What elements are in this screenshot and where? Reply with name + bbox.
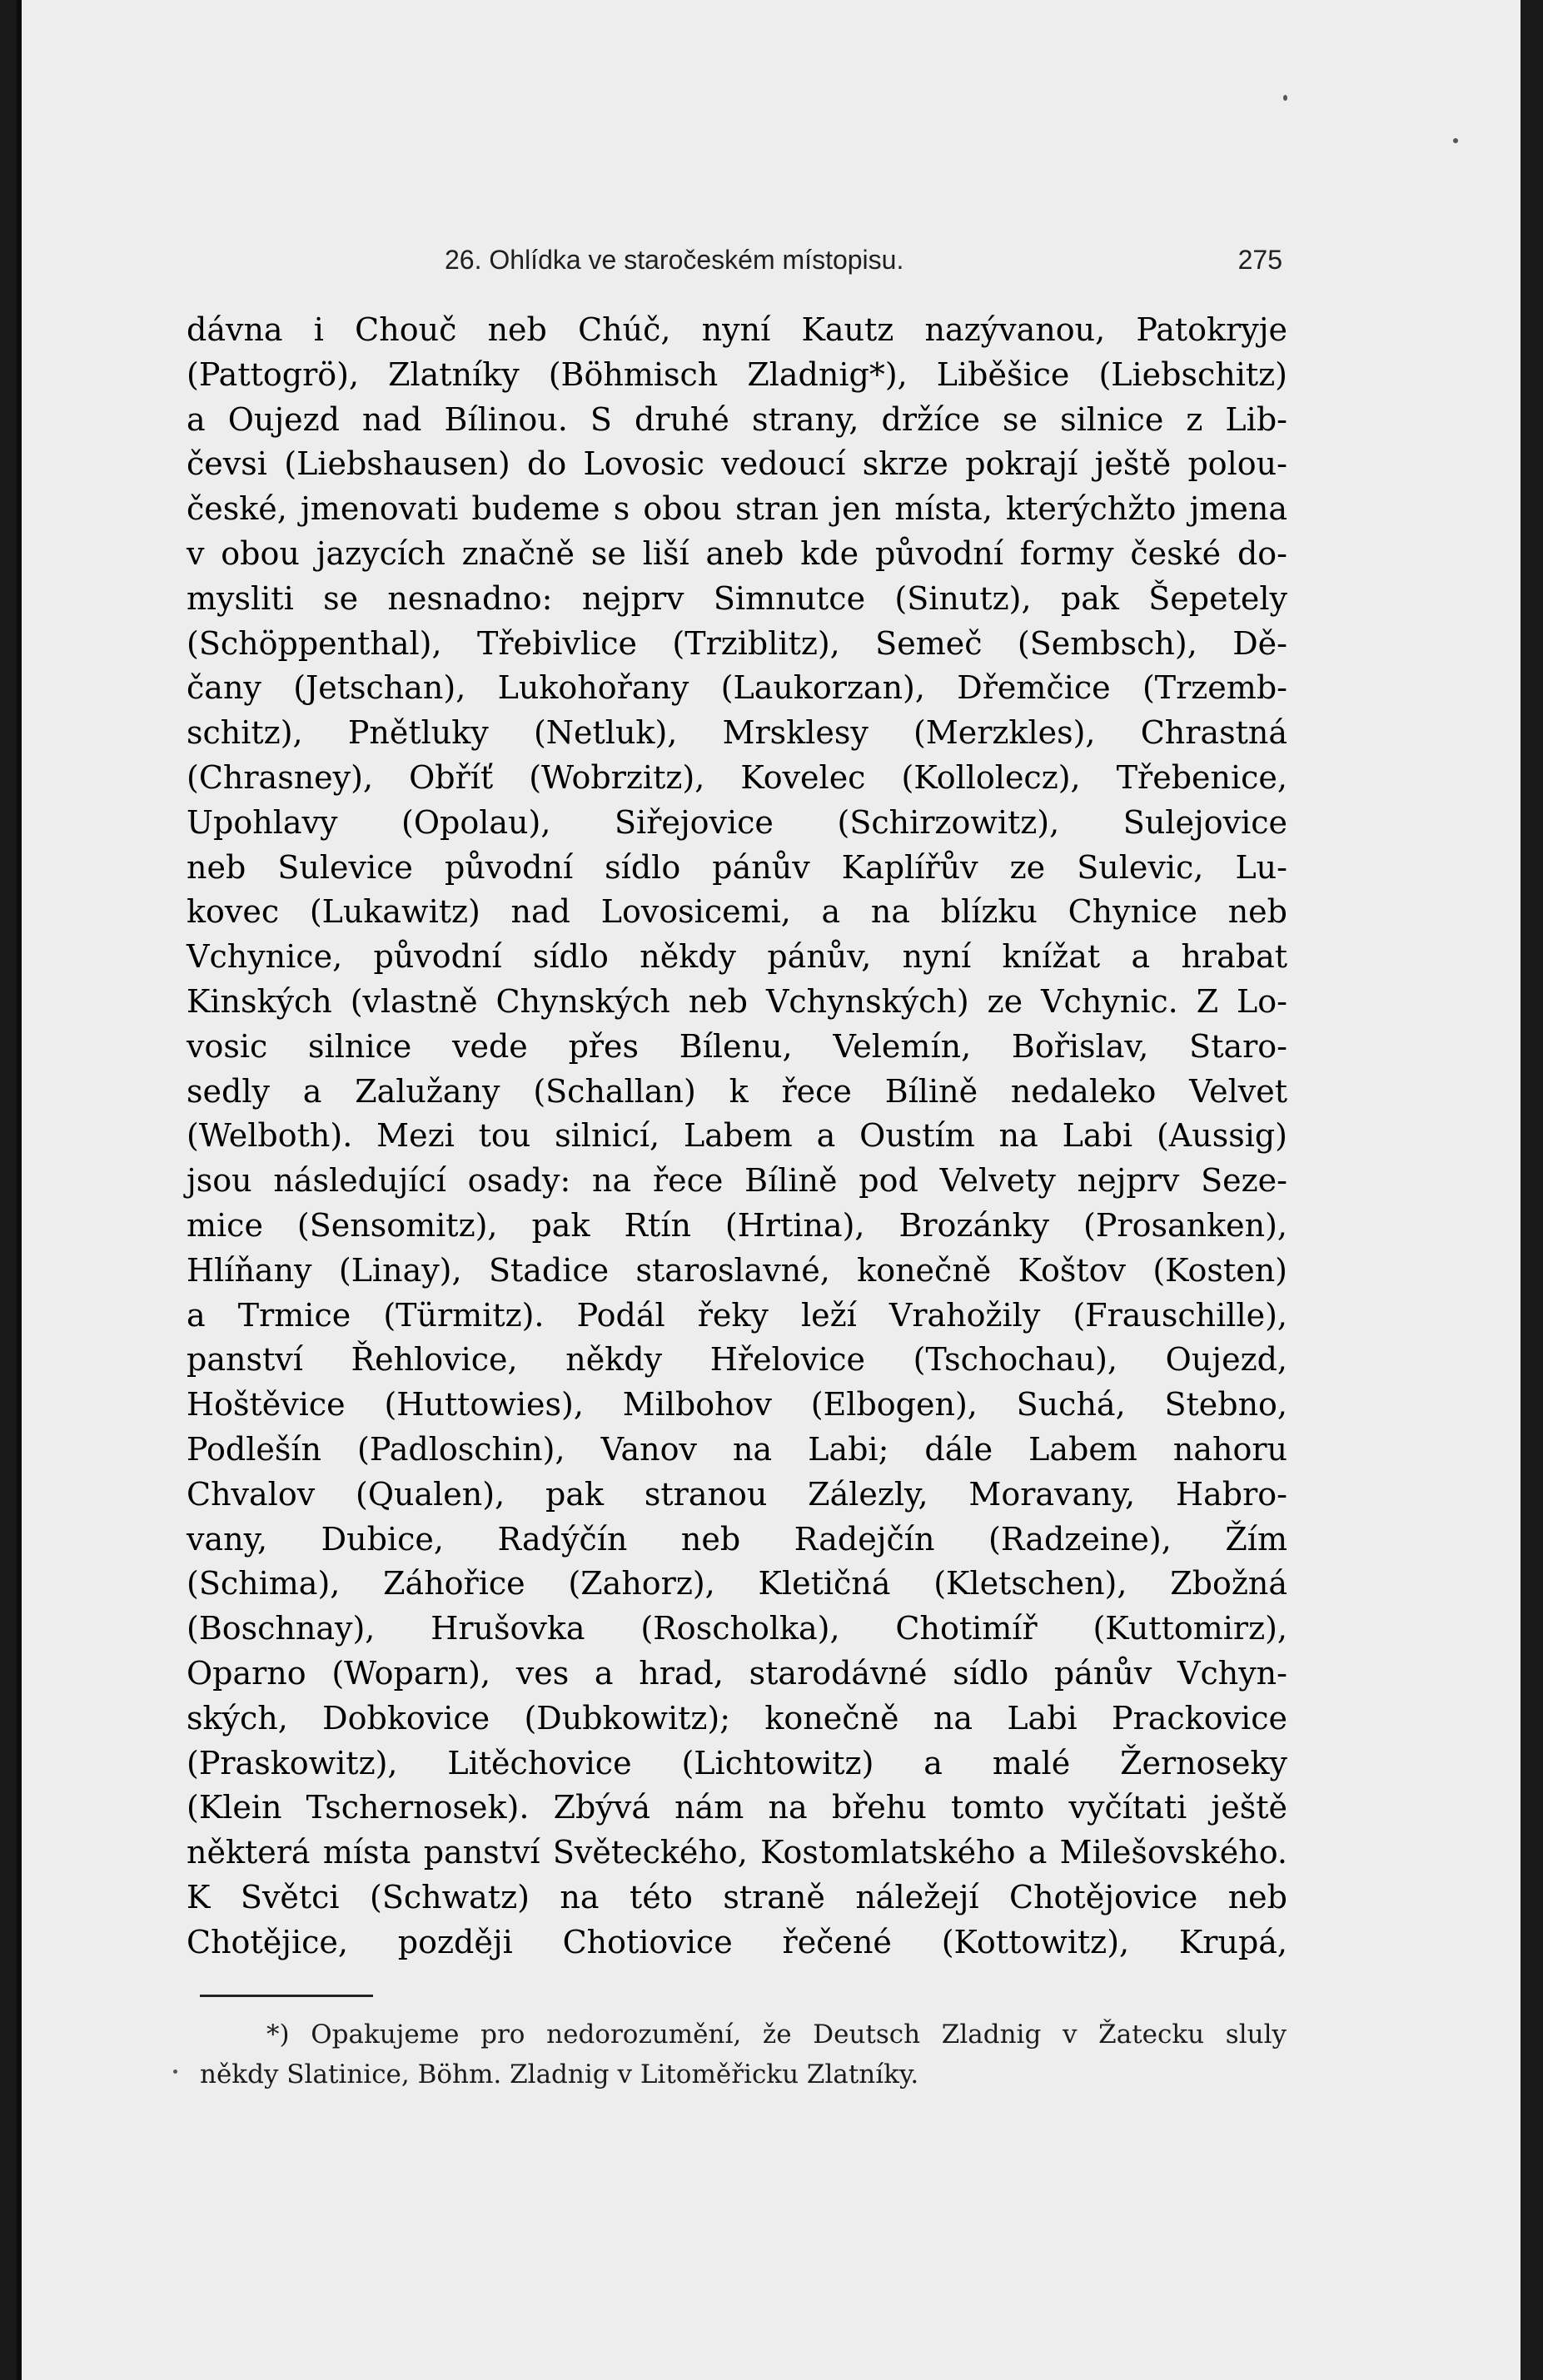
- text-line: mice (Sensomitz), pak Rtín (Hrtina), Brozánky (Prosanken),: [187, 1206, 1287, 1244]
- text-line: jsou následující osady: na řece Bílině pod Velvety nejprv Seze-: [187, 1162, 1287, 1200]
- scan-speck: [1283, 95, 1287, 101]
- text-line: Chvalov (Qualen), pak stranou Zálezly, Moravany, Habro-: [187, 1475, 1287, 1513]
- text-line: neb Sulevice původní sídlo pánův Kaplířův ze Sulevic, Lu-: [187, 848, 1287, 886]
- body-text: [187, 308, 1287, 1965]
- text-line: (Klein Tschernosek). Zbývá nám na břehu tomto vyčítati ještě: [187, 1789, 1287, 1826]
- text-line: ských, Dobkovice (Dubkowitz); konečně na Labi Prackovice: [187, 1699, 1287, 1737]
- text-line: vosic silnice vede přes Bílenu, Velemín, Bořislav, Staro-: [187, 1027, 1287, 1065]
- text-line: (Praskowitz), Litěchovice (Lichtowitz) a malé Žernoseky: [187, 1744, 1287, 1781]
- text-line: (Boschnay), Hrušovka (Roscholka), Chotimíř (Kuttomirz),: [187, 1610, 1287, 1647]
- text-line: čany (Jetschan), Lukohořany (Laukorzan), Dřemčice (Trzemb-: [187, 669, 1287, 707]
- text-line: Upohlavy (Opolau), Siřejovice (Schirzowitz), Sulejovice: [187, 803, 1287, 841]
- text-line: a Oujezd nad Bílinou. S druhé strany, držíce se silnice z Lib-: [187, 400, 1287, 438]
- footnote-line: někdy Slatinice, Böhm. Zladnig v Litoměřicku Zlatníky.: [200, 2060, 919, 2089]
- text-line: sedly a Zalužany (Schallan) k řece Bílině nedaleko Velvet: [187, 1072, 1287, 1110]
- footnote-line: *) Opakujeme pro nedorozumění, že Deutsch Zladnig v Žatecku sluly: [266, 2020, 1287, 2050]
- page-number: 275: [1237, 245, 1282, 275]
- text-line: panství Řehlovice, někdy Hřelovice (Tschochau), Oujezd,: [187, 1341, 1287, 1379]
- text-line: (Welboth). Mezi tou silnicí, Labem a Oustím na Labi (Aussig): [187, 1117, 1287, 1155]
- text-line: Chotějice, později Chotiovice řečené (Kottowitz), Krupá,: [187, 1923, 1287, 1960]
- text-line: K Světci (Schwatz) na této straně náležejí Chotějovice neb: [187, 1878, 1287, 1915]
- text-line: (Chrasney), Obříť (Wobrzitz), Kovelec (Kollolecz), Třebenice,: [187, 758, 1287, 796]
- text-line: (Schima), Záhořice (Zahorz), Kletičná (Kletschen), Zbožná: [187, 1565, 1287, 1602]
- running-head: [187, 241, 1287, 283]
- text-line: Oparno (Woparn), ves a hrad, starodávné sídlo pánův Vchyn-: [187, 1654, 1287, 1692]
- text-line: kovec (Lukawitz) nad Lovosicemi, a na blízku Chynice neb: [187, 893, 1287, 931]
- text-line: (Schöppenthal), Třebivlice (Trziblitz), Semeč (Sembsch), Dě-: [187, 624, 1287, 662]
- text-line: schitz), Pnětluky (Netluk), Mrsklesy (Merzkles), Chrastná: [187, 714, 1287, 752]
- text-line: mysliti se nesnadno: nejprv Simnutce (Sinutz), pak Šepetely: [187, 579, 1287, 617]
- text-line: některá místa panství Světeckého, Kostomlatského a Milešovského.: [187, 1834, 1287, 1871]
- text-line: české, jmenovati budeme s obou stran jen místa, kterýchžto jmena: [187, 490, 1287, 528]
- text-line: čevsi (Liebshausen) do Lovosic vedoucí skrze pokrají ještě polou-: [187, 445, 1287, 483]
- text-line: Hoštěvice (Huttowies), Milbohov (Elbogen), Suchá, Stebno,: [187, 1386, 1287, 1424]
- footnote: [200, 2015, 1287, 2094]
- text-line: Vchynice, původní sídlo někdy pánův, nyní knížat a hrabat: [187, 938, 1287, 976]
- scan-speck: [173, 2069, 177, 2074]
- running-head-title: 26. Ohlídka ve staročeském místopisu.: [445, 245, 904, 275]
- text-line: dávna i Chouč neb Chúč, nyní Kautz nazývanou, Patokryje: [187, 311, 1287, 348]
- text-line: a Trmice (Türmitz). Podál řeky leží Vrahožily (Frauschille),: [187, 1296, 1287, 1334]
- text-line: Hlíňany (Linay), Stadice staroslavné, konečně Koštov (Kosten): [187, 1251, 1287, 1289]
- text-line: Kinských (vlastně Chynských neb Vchynských) ze Vchynic. Z Lo-: [187, 982, 1287, 1020]
- text-line: Podlešín (Padloschin), Vanov na Labi; dále Labem nahoru: [187, 1430, 1287, 1468]
- text-line: (Pattogrö), Zlatníky (Böhmisch Zladnig*), Liběšice (Liebschitz): [187, 355, 1287, 393]
- scan-speck: [1453, 138, 1458, 143]
- text-line: v obou jazycích značně se liší aneb kde původní formy české do-: [187, 534, 1287, 572]
- footnote-divider: [200, 1995, 373, 1997]
- text-line: vany, Dubice, Radýčín neb Radejčín (Radzeine), Žím: [187, 1520, 1287, 1558]
